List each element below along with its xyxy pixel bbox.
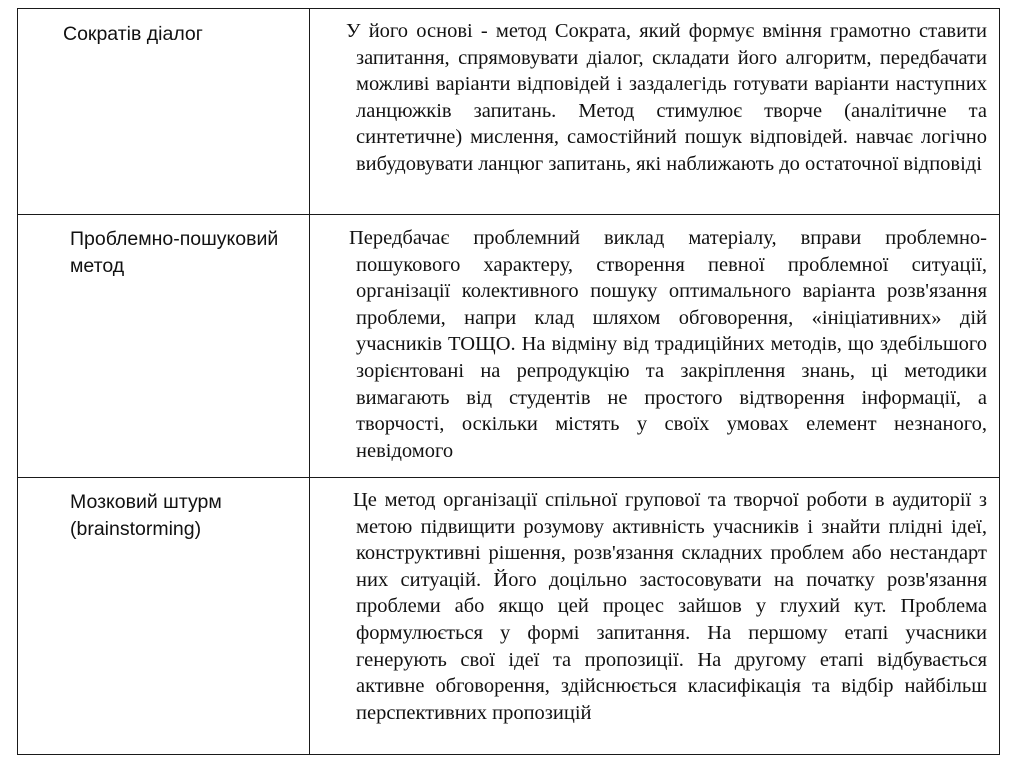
method-name-cell: [18, 9, 310, 215]
table-row: [18, 478, 1000, 755]
methods-table: [17, 8, 1000, 755]
method-description: Це метод організації спільної групової та творчої роботи в аудиторії з метою підвищити розумову активність учасників і знайти плідні ідеї, конструктивні рішення, розв'язання складних проблем або нестандарт них ситуацій. Його доцільно застосовувати на початку розв'язання проблеми або якщо цей процес зайшов у глухий кут. Проблема формулюється у формі запитання. На першому етапі учасники генерують свої ідеї та пропозиції. На другому етапі відбувається активне обговорення, здійснюється класифікація та відбір найбільш перспективних пропозицій: [353, 489, 987, 724]
method-name: Мозковий штурм (brainstorming): [70, 491, 222, 540]
method-description-cell: [310, 9, 1000, 215]
method-description-cell: [310, 215, 1000, 478]
table-row: [18, 215, 1000, 478]
table-row: [18, 9, 1000, 215]
method-description: У його основі - метод Сократа, який формує вміння грамотно ставити запитання, спрямовувати діалог, складати його алгоритм, передбачати можливі варіанти відповідей і заздалегідь готувати варіанти наступних ланцюжків запитань. Метод стимулює творче (аналітичне та синтетичне) мислення, самостійний пошук відповідей. навчає логічно вибудовувати ланцюг запитань, які наближають до остаточної відповіді: [346, 20, 987, 175]
method-name-cell: [18, 215, 310, 478]
method-name-cell: [18, 478, 310, 755]
method-description: Передбачає проблемний виклад матеріалу, вправи проблемно-пошукового характеру, створення певної проблемної ситуації, організації колективного пошуку оптимального варіанта розв'язання проблеми, напри клад шляхом обговорення, «ініціативних» дій учасників ТОЩО. На відміну від традиційних методів, що здебільшого зорієнтовані на репродукцію та закріплення знань, ці методики вимагають від студентів не простого відтворення інформації, а творчості, оскільки містять у своїх умовах елемент незнаного, невідомого: [349, 227, 987, 462]
method-name: Проблемно-пошуковий метод: [70, 228, 279, 277]
method-description-cell: [310, 478, 1000, 755]
method-name: Сократів діалог: [63, 23, 203, 45]
